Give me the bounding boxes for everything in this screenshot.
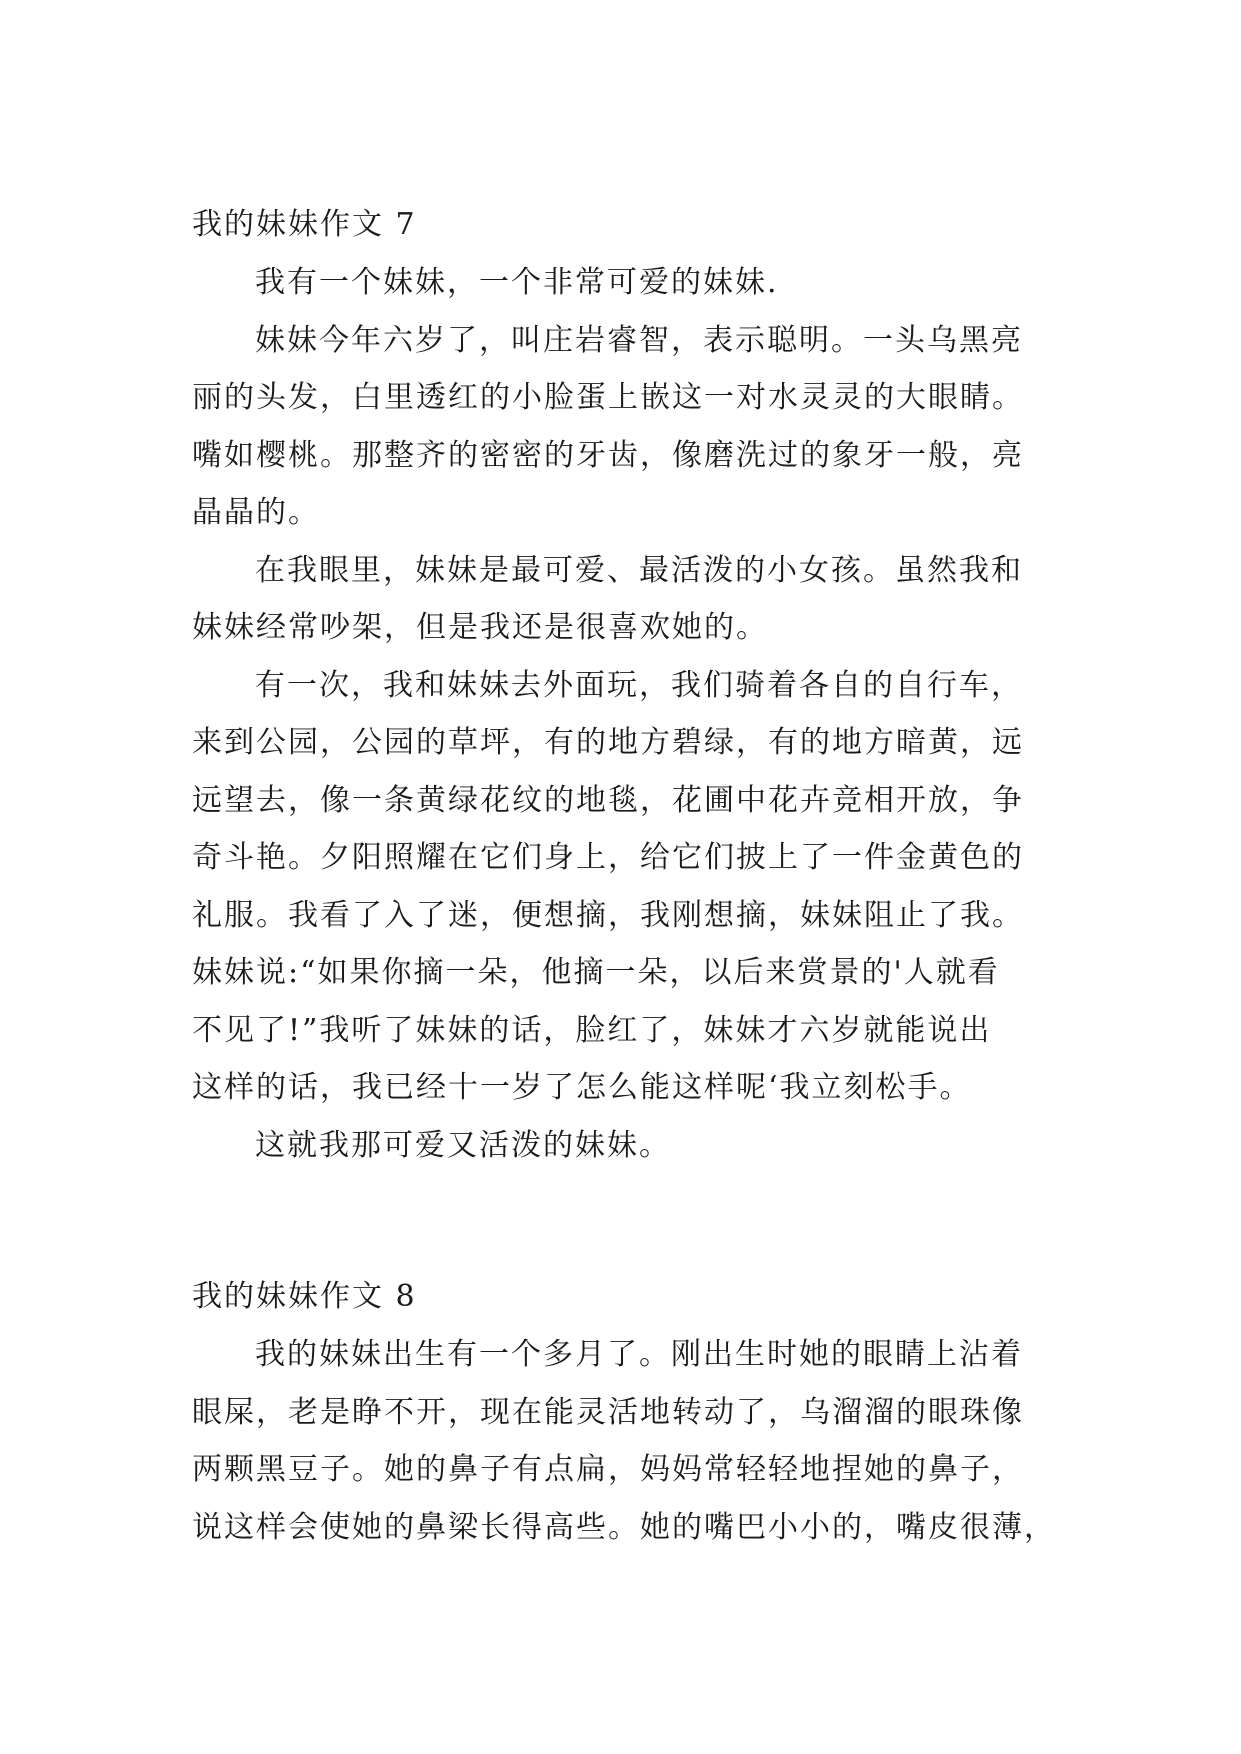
- text-line: 这就我那可爱又活泼的妹妹。: [255, 1127, 671, 1163]
- text-line: 不见了!”我听了妹妹的话，脸红了，妹妹才六岁就能说出: [192, 1012, 992, 1048]
- text-line: 我的妹妹出生有一个多月了。刚出生时她的眼睛上沾着: [255, 1337, 1023, 1372]
- section-spacer: [192, 1174, 1058, 1268]
- text-line: 远望去，像一条黄绿花纹的地毯，花圃中花卉竞相开放，争: [192, 782, 1024, 818]
- paragraph: [192, 312, 1058, 542]
- text-line: 两颗黑豆子。她的鼻子有点扁，妈妈常轻轻地捏她的鼻子，: [192, 1452, 1024, 1487]
- paragraph: [192, 1117, 1058, 1175]
- text-line: 妹妹经常吵架，但是我还是很喜欢她的。: [192, 610, 768, 645]
- section-title: 我的妹妹作文 8: [192, 1279, 417, 1314]
- text-line: 我有一个妹妹，一个非常可爱的妹妹.: [255, 265, 779, 300]
- paragraph: [192, 657, 1058, 1117]
- text-line: 礼服。我看了入了迷，便想摘，我刚想摘，妹妹阻止了我。: [192, 897, 1024, 933]
- section-title: 我的妹妹作文 7: [192, 207, 417, 242]
- text-line: 妹妹说:“如果你摘一朵，他摘一朵，以后来赏景的'人就看: [192, 955, 1000, 990]
- text-line: 妹妹今年六岁了，叫庄岩睿智，表示聪明。一头乌黑亮: [255, 322, 1023, 358]
- paragraph: [192, 1326, 1058, 1556]
- text-line: 晶晶的。: [192, 495, 320, 530]
- text-line: 嘴如樱桃。那整齐的密密的牙齿，像磨洗过的象牙一般，亮: [192, 437, 1024, 473]
- text-line: 眼屎，老是睁不开，现在能灵活地转动了，乌溜溜的眼珠像: [192, 1394, 1024, 1430]
- text-line: 这样的话，我已经十一岁了怎么能这样呢‘我立刻松手。: [192, 1070, 972, 1105]
- document-content: [192, 196, 1058, 1556]
- essay-section-8: [192, 1268, 1058, 1556]
- text-line: 在我眼里，妹妹是最可爱、最活泼的小女孩。虽然我和: [255, 552, 1023, 588]
- text-line: 来到公园，公园的草坪，有的地方碧绿，有的地方暗黄，远: [192, 725, 1024, 760]
- paragraph: [192, 254, 1058, 312]
- essay-section-7: [192, 196, 1058, 1174]
- text-line: 奇斗艳。夕阳照耀在它们身上，给它们披上了一件金黄色的: [192, 840, 1024, 875]
- text-line: 有一次，我和妹妹去外面玩，我们骑着各自的自行车，: [255, 667, 1023, 703]
- text-line: 说这样会使她的鼻梁长得高些。她的嘴巴小小的，嘴皮很薄，: [192, 1509, 1056, 1545]
- paragraph: [192, 542, 1058, 657]
- text-line: 丽的头发，白里透红的小脸蛋上嵌这一对水灵灵的大眼睛。: [192, 380, 1024, 415]
